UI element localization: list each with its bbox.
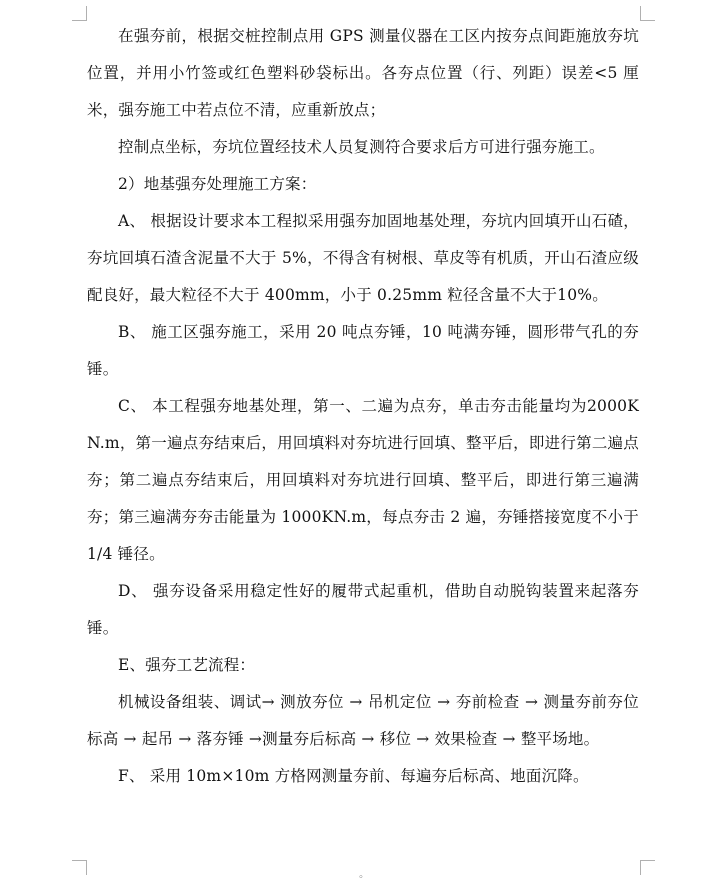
paragraph-item-a: A、 根据设计要求本工程拟采用强夯加固地基处理，夯坑内回填开山石碴，夯坑回填石渣含泥量不大于 5%，不得含有树根、草皮等有机质，开山石渣应级配良好，最大粒径不大于 400mm，小于 0.25mm 粒径含量不大于10%。: [87, 212, 639, 304]
crop-mark-top-left: [72, 6, 87, 21]
paragraph-item-c: C、 本工程强夯地基处理，第一、二遍为点夯，单击夯击能量均为2000KN.m，第一遍点夯结束后，用回填料对夯坑进行回填、整平后，即进行第二遍点夯；第二遍点夯结束后，用回填料对夯坑进行回填、整平后，即进行第三遍满夯；第三遍满夯夯击能量为 1000KN.m，每点夯击 2 遍，夯锤搭接宽度不小于 1/4 锤径。: [87, 397, 639, 563]
paragraph-item-b: B、 施工区强夯施工，采用 20 吨点夯锤，10 吨满夯锤，圆形带气孔的夯锤。: [87, 323, 639, 378]
paragraph-control-points: 控制点坐标，夯坑位置经技术人员复测符合要求后方可进行强夯施工。: [118, 138, 605, 156]
paragraph-process-flow: 机械设备组装、调试→ 测放夯位 → 吊机定位 → 夯前检查 → 测量夯前夯位标高 → 起吊 → 落夯锤 →测量夯后标高 → 移位 → 效果检查 → 整平场地。: [87, 693, 639, 748]
section-heading-plan: 2）地基强夯处理施工方案：: [118, 175, 317, 193]
document-body: [87, 18, 639, 795]
paragraph-item-e-heading: E、强夯工艺流程：: [118, 656, 256, 674]
paragraph-mark-icon: ◦: [358, 873, 364, 883]
crop-mark-top-right: [640, 6, 655, 21]
crop-mark-bottom-right: [640, 860, 655, 875]
paragraph-setout: 在强夯前，根据交桩控制点用 GPS 测量仪器在工区内按夯点间距施放夯坑位置，并用小竹签或红色塑料砂袋标出。各夯点位置（行、列距）误差<5 厘米，强夯施工中若点位不清，应重新放点；: [87, 27, 639, 119]
crop-mark-bottom-left: [72, 860, 87, 875]
paragraph-item-f: F、 采用 10m×10m 方格网测量夯前、每遍夯后标高、地面沉降。: [118, 767, 589, 785]
paragraph-item-d: D、 强夯设备采用稳定性好的履带式起重机，借助自动脱钩装置来起落夯锤。: [87, 582, 639, 637]
